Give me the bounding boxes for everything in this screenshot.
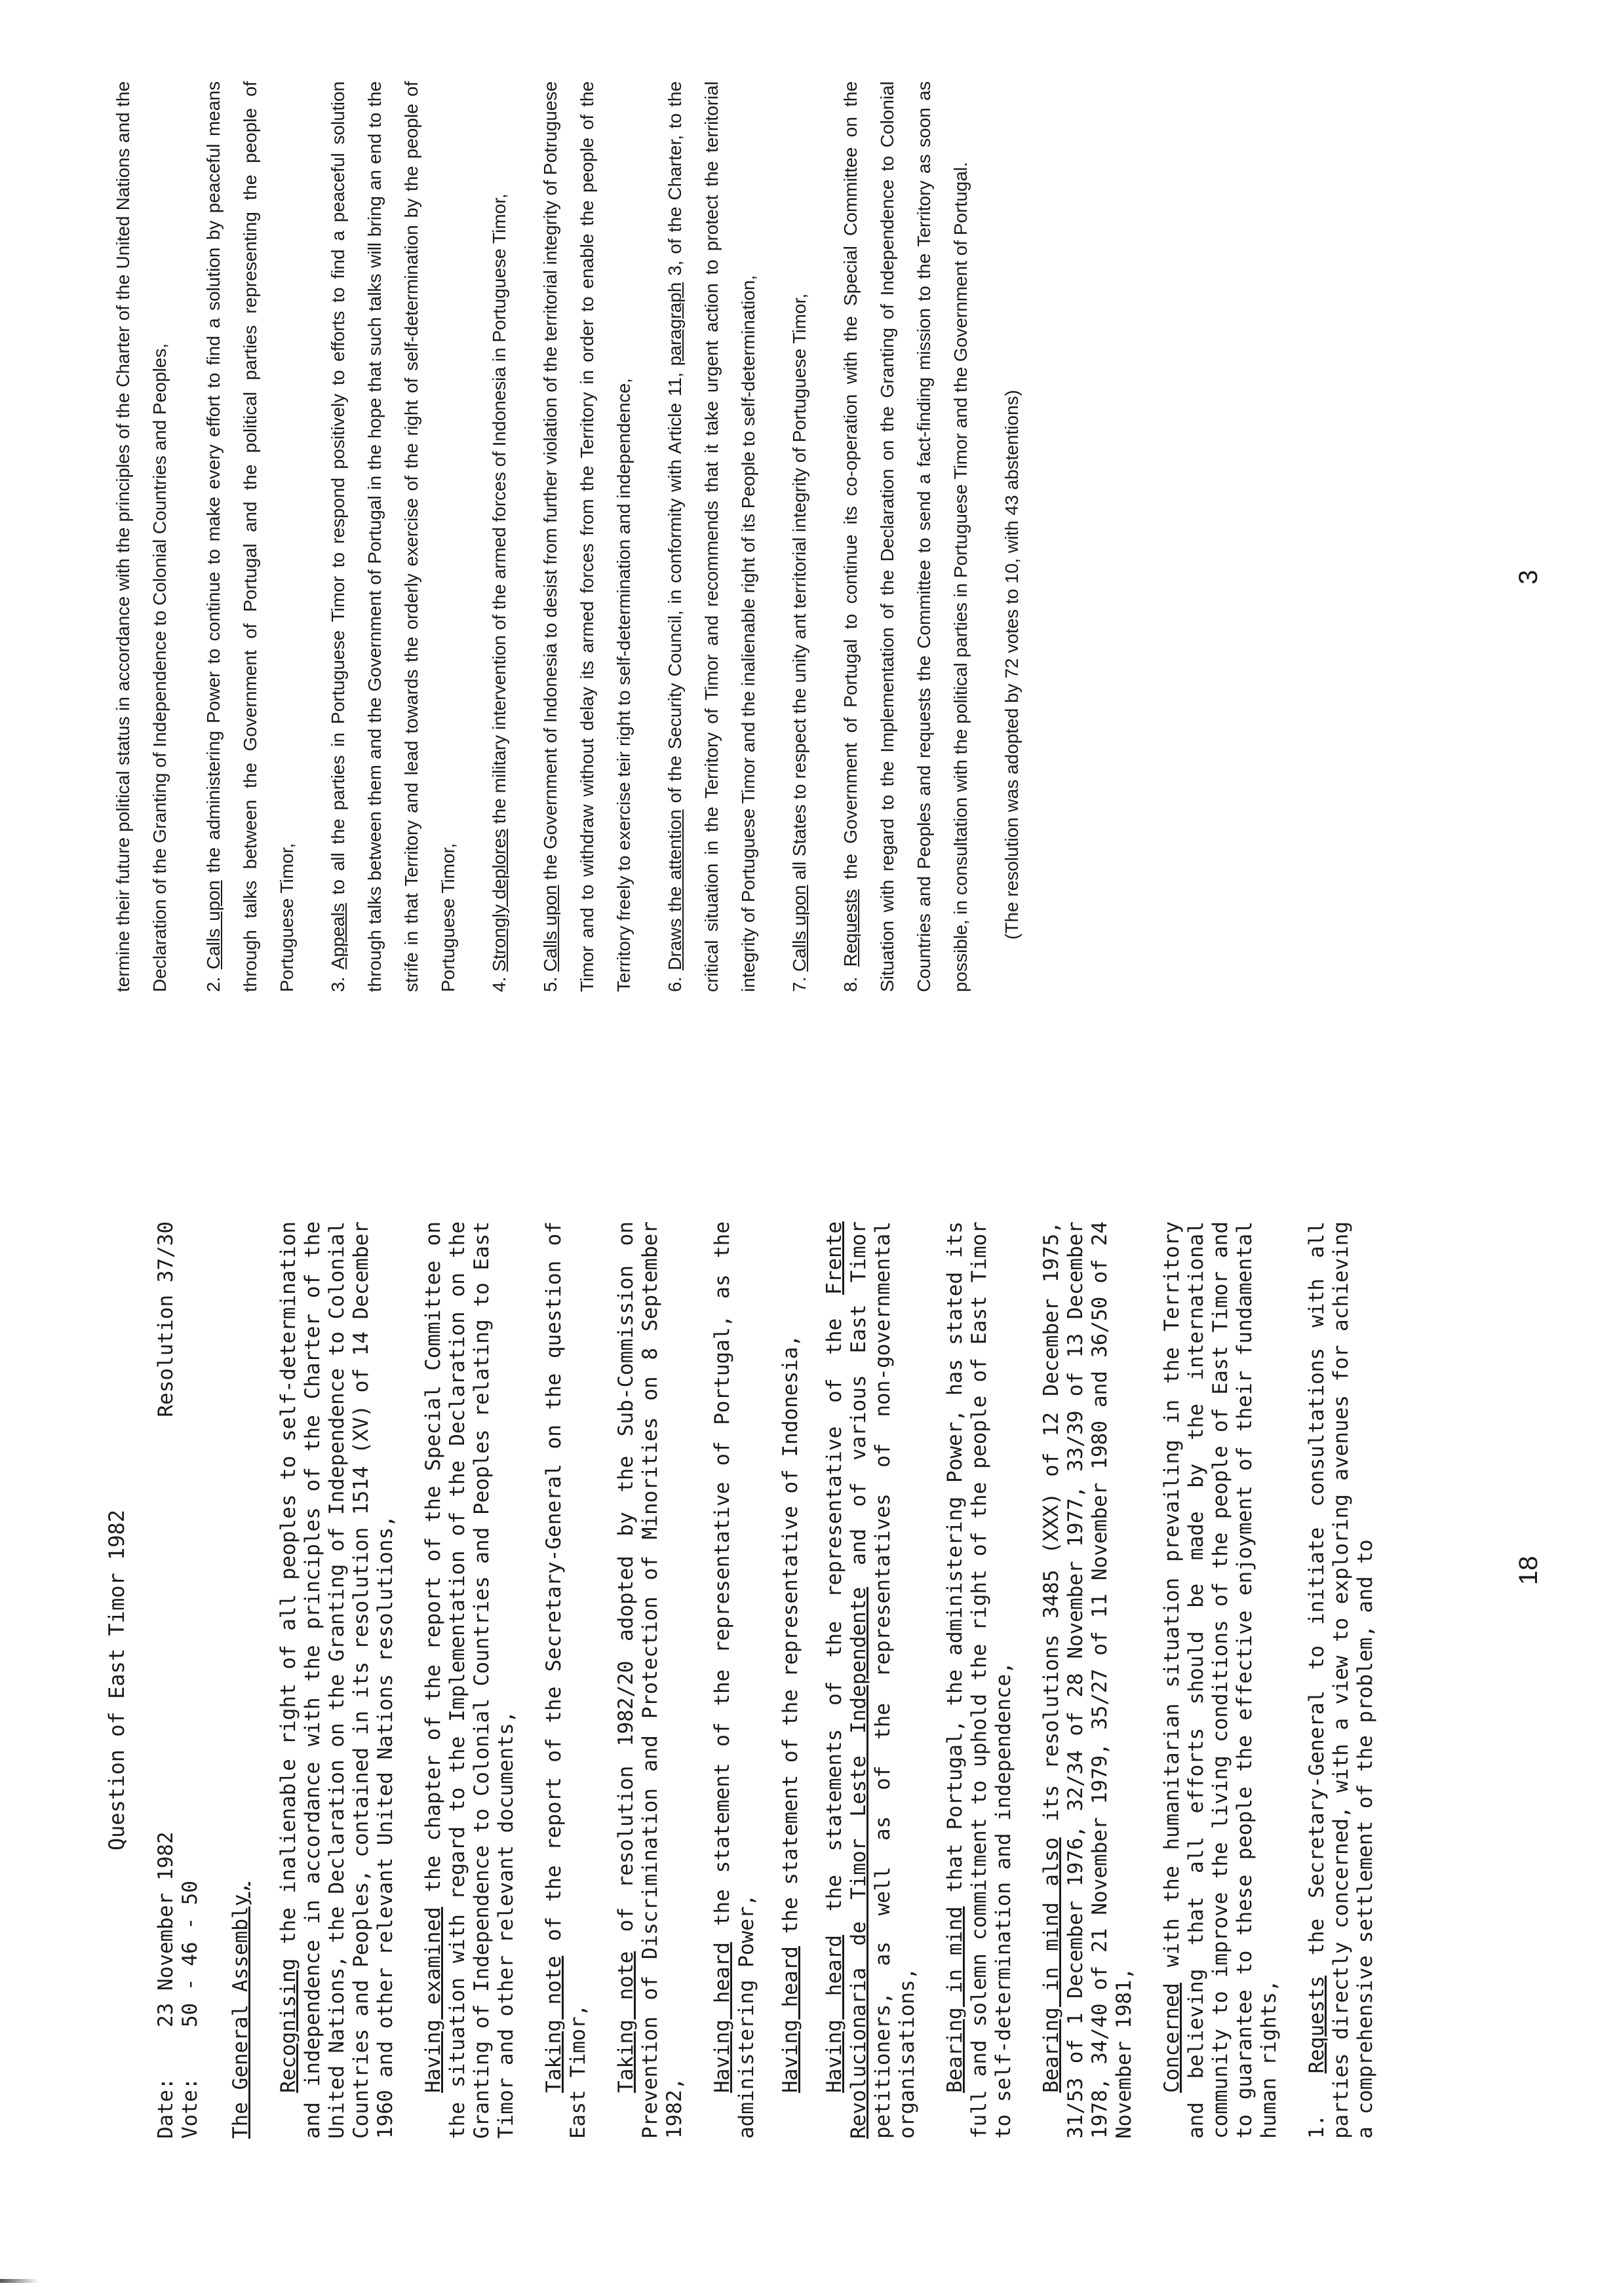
preamble-paragraph: Having heard the statements of the representative of the Frente Revolucionaria de Timor Leste Independente and of various East Timor petitioners, as well as of the representatives of non-governmental organisations,	[823, 1221, 919, 2139]
operative-item: 3. Appeals to all the parties in Portuguese Timor to respond positively to efforts to find a peaceful solution through talks between them and the Government of Portugal in the hope that such talks will bring an end to the strife in that Territory and lead towards the orderly exercise of the right of self-determination by the people of Portuguese Timor,	[328, 81, 458, 992]
preamble-paragraph: Having heard the statement of the representative of Portugal, as the administering Power,	[710, 1221, 758, 2139]
right-page	[105, 81, 1547, 992]
assembly-heading: The General Assembly,	[229, 1882, 252, 2139]
left-page	[105, 1221, 1547, 2139]
preamble-paragraph: Bearing in mind that Portugal, the administering Power, has stated its full and solemn commitment to uphold the right of the people of East Timor to self-determination and independence,	[943, 1221, 1015, 2139]
preamble-paragraph: Recognising the inalienable right of all peoples to self-determination and independence in accordance with the principles of the Charter of the United Nations, the Declaration on the Granting of Independence to Colonial Countries and Peoples, contained in its resolution 1514 (XV) of 14 December 1960 and other relevant United Nations resolutions,	[277, 1221, 397, 2139]
preamble-paragraph: Having examined the chapter of the report of the Special Committee on the situation with regard to the Implementation of the Declaration on the Granting of Independence to Colonial Countries and Peoples relating to East Timor and other relevant documents,	[421, 1221, 518, 2139]
operative-item: 5. Calls upon the Government of Indonesia to desist from further violation of the territorial integrity of Potruguese Timor and to withdraw without delay its armed forces from the Territory in order to enable the people of the Territory freely to exercise teir right to self-determination and independence,	[540, 81, 634, 992]
operative-item-1: 1. Requests the Secretary-General to initiate consultations with all parties directly concerned, with a view to exploring avenues for achieving a comprehensive settlement of the problem, and to	[1305, 1221, 1377, 2139]
page-number-left: 18	[1514, 1556, 1543, 1585]
operative-item: 2. Calls upon the administering Power to continue to make every effort to find a solution by peaceful means through talks between the Government of Portugal and the political parties representing the people of Portuguese Timor,	[203, 81, 297, 992]
date-value: 23 November 1982	[154, 1831, 178, 2027]
document-title: Question of East Timor 1982	[104, 1509, 129, 1851]
operative-item: 8. Requests the Government of Portugal to continue its co-operation with the Special Committee on the Situation with regard to the Implementation of the Declaration on the Granting of Independence to Colonial Countries and Peoples and requests the Committee to send a fact-finding mission to the Territory as soon as possible, in consultation with the political parties in Portuguese Timor and the Government of Portugal.	[840, 81, 971, 992]
operative-item: 7. Calls upon all States to respect the unity ant territorial integrity of Portuguese Timor,	[789, 293, 809, 992]
preamble-paragraph: Taking note of the report of the Secretary-General on the question of East Timor,	[542, 1221, 590, 2139]
preamble-paragraph: Concerned with the humanitarian situation prevailing in the Territory and believing that all efforts should be made by the international community to improve the living conditions of the people of East Timor and to guarantee to these people the effective enjoyment of their fundamental human rights,	[1160, 1221, 1281, 2139]
continuation-text: termine their future political status in accordance with the principles of the Charter of the United Nations and the Declaration of the Granting of Independence to Colonial Countries and Peoples,	[113, 81, 170, 992]
page-number-right: 3	[1514, 569, 1543, 584]
preamble-paragraph: Taking note of resolution 1982/20 adopted by the Sub-Commission on Prevention of Discrimination and Protection of Minorities on 8 September 1982,	[614, 1221, 686, 2139]
resolution-number: Resolution 37/30	[154, 1221, 178, 1417]
meta-block	[154, 1221, 203, 2139]
vote-label: Vote:	[178, 2077, 202, 2139]
preamble-paragraph: Bearing in mind also its resolutions 3485 (XXX) of 12 December 1975, 31/53 of 1 December 1976, 32/34 of 28 November 1977, 33/39 of 13 December 1978, 34/40 of 21 November 1979, 35/27 of 11 November 1980 and 36/50 of 24 November 1981,	[1040, 1221, 1136, 2139]
date-label: Date:	[154, 2077, 178, 2139]
preamble-paragraph: Having heard the statement of the representative of Indonesia,	[779, 1334, 802, 2093]
operative-item: 4. Strongly deplores the military intervention of the armed forces of Indonesia in Portuguese Timor,	[489, 193, 509, 992]
operative-item: 6. Draws the attention of the Security Council, in conformity with Article 11, paragraph 3, of the Charter, to the critical situation in the Territory of Timor and recommends that it take urgent action to protect the territorial integrity of Portuguese Timor and the inalienable right of its People to self-determination,	[665, 81, 758, 992]
vote-note: (The resolution was adopted by 72 votes to 10, with 43 abstentions)	[1002, 390, 1022, 940]
vote-value: 50 - 46 - 50	[178, 1881, 202, 2027]
